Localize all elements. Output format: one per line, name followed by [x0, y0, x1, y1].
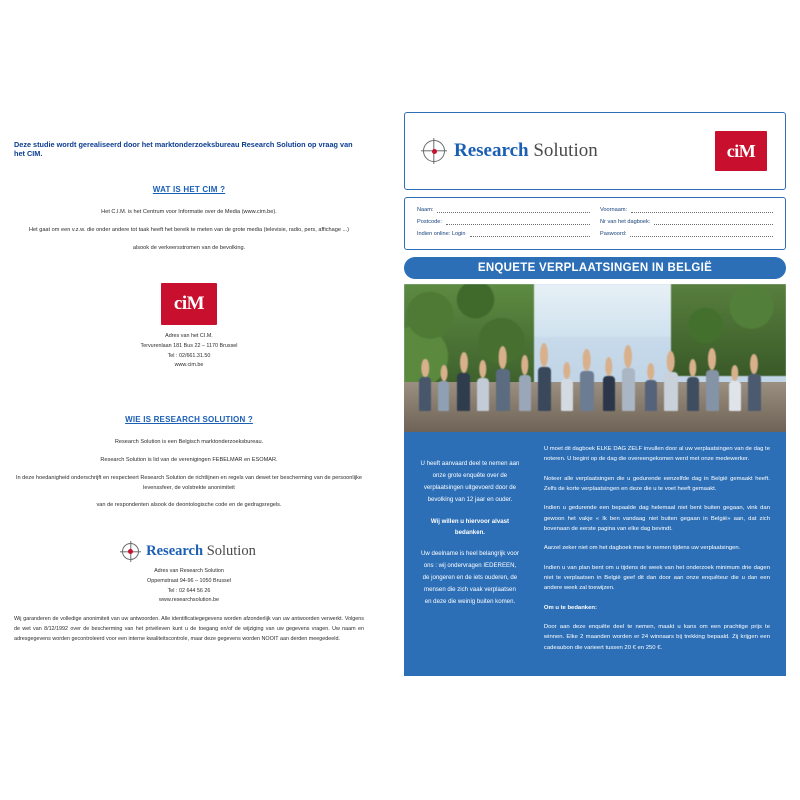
postcode-label: Postcode:	[417, 219, 442, 225]
rs-address-line-2: Oppemstraat 94-96 – 1050 Brussel	[147, 577, 231, 584]
paswoord-label: Paswoord:	[600, 231, 627, 237]
research-solution-logo	[14, 543, 364, 560]
paswoord-field[interactable]	[600, 229, 773, 237]
postcode-input-line[interactable]	[446, 217, 590, 225]
right-col-paragraph-4: Aarzel zeker niet om het dagboek mee te nemen tijdens uw verplaatsingen.	[543, 545, 741, 552]
field-row-3	[417, 229, 773, 237]
rs-address-line-3: Tel : 02 644 56 26	[167, 587, 211, 594]
rs-paragraph-3: In deze hoedanigheid onderschrijft en respecteert Research Solution de richtlijnen en regels van dewet ter bescherming van de persoonlijke levenssfeer, de volstrekte anonimiteit	[15, 474, 363, 491]
left-column	[14, 140, 364, 606]
field-row-2	[417, 217, 773, 225]
rs-paragraph-1: Research Solution is een Belgisch marktonderzoeksbureau.	[114, 439, 264, 446]
target-icon	[423, 140, 445, 162]
rs-word-bold: Research	[146, 543, 204, 560]
naam-input-line[interactable]	[437, 205, 590, 213]
paswoord-input-line[interactable]	[630, 229, 773, 237]
login-field[interactable]	[417, 229, 590, 237]
target-icon	[122, 543, 139, 560]
section-title-who-is-research-solution: WIE IS RESEARCH SOLUTION ?	[125, 415, 253, 425]
naam-field[interactable]	[417, 205, 590, 213]
dagboek-nummer-input-line[interactable]	[654, 217, 773, 225]
login-input-line[interactable]	[470, 229, 590, 237]
section-title-what-is-cim: WAT IS HET CIM ?	[152, 184, 226, 194]
rs-address	[14, 567, 364, 606]
voornaam-label: Voornaam:	[600, 207, 628, 213]
rs-paragraph-2: Research Solution is lid van de verenigingen FEBELMAR en ESOMAR.	[100, 456, 278, 463]
cim-address-line-3: Tel : 02/661.31.50	[167, 352, 211, 359]
brochure-header	[404, 112, 786, 190]
right-col-paragraph-2: Noteer alle verplaatsingen die u gedurende eenzelfde dag in België gemaakt heeft. Zelfs de korte verplaatsingen en deze die u te voet heeft gemaakt.	[543, 475, 770, 492]
cim-paragraph-3: alsook de verkeersstromen van de bevolking.	[132, 244, 246, 251]
brochure-left-column	[404, 432, 534, 676]
left-col-paragraph-2: Uw deelname is heel belangrijk voor ons : wij ondervragen IEDEREEN, de jongeren en de iets ouderen, de mensen die zich vaak verplaatsen en deze die weinig buiten komen.	[420, 550, 519, 605]
brochure-research-solution-logo	[423, 140, 598, 162]
research-solution-wordmark	[146, 543, 256, 560]
right-col-paragraph-1: U moet dit dagboek ELKE DAG ZELF invullen door al uw verplaatsingen van de dag te noteren. U begint op de dag die overeengekomen werd met onze medewerker.	[543, 446, 770, 463]
brochure-rs-wordmark	[454, 140, 598, 162]
dagboek-nummer-field[interactable]	[600, 217, 773, 225]
headline-text: Deze studie wordt gerealiseerd door het marktonderzoeksbureau Research Solution op vraag van het CIM.	[14, 140, 353, 159]
login-label: Indien online: Login	[417, 231, 466, 237]
left-col-thanks: Wij willen u hiervoor alvast bedanken.	[430, 517, 510, 537]
right-col-paragraph-3: Indien u gedurende een bepaalde dag helemaal niet bent buiten gegaan, vink dan gewoon het vakje « Ik ben vandaag niet buiten gegaan in België» aan, dat zich bovenaan de eerste pagina van elke dag bevindt.	[543, 505, 770, 532]
brochure-rs-word-bold: Research	[454, 140, 529, 161]
brochure-cim-logo-text: ciM	[726, 140, 756, 161]
cim-logo	[161, 283, 217, 325]
brochure	[404, 112, 786, 676]
photo-crowd	[404, 325, 786, 411]
respondent-fields	[404, 197, 786, 250]
rs-word-light: Solution	[206, 543, 256, 560]
left-col-paragraph-1: U heeft aanvaard deel te nemen aan onze grote enquête over de verplaatsingen uitgevoerd door de bevolking van 12 jaar en ouder.	[420, 460, 520, 503]
rs-paragraph-4: van de respondenten alsook de deontologische code en de gedragsregels.	[96, 502, 282, 509]
cim-address-line-2: Tervurenlaan 181 Bus 22 – 1170 Brussel	[140, 343, 238, 350]
cim-logo-text: ciM	[173, 293, 205, 315]
right-col-paragraph-6: Door aan deze enquête deel te nemen, maakt u kans om een prachtige prijs te winnen. Elke 2 maanden worden er 24 winnaars bij trekking bepaald. Zij krijgen een cadeaubon die varieert tussen 20 € en 250 €.	[543, 623, 770, 651]
brochure-right-column	[534, 432, 786, 676]
dagboek-nummer-label: Nr van het dagboek:	[600, 219, 651, 225]
cim-address-line-1: Adres van het CI.M.	[165, 333, 213, 340]
crowd-photo	[404, 284, 786, 432]
brochure-body	[404, 432, 786, 676]
rs-address-line-1: Adres van Research Solution	[154, 568, 224, 575]
voornaam-input-line[interactable]	[631, 205, 773, 213]
privacy-footnote: Wij garanderen de volledige anonimiteit van uw antwoorden. Alle identificatiegegevens worden afzonderlijk van uw antwoorden verwerkt. Volgens de wet van 8/12/1992 over de bescherming van het privéleven kunt u de toegang en/of de wijziging van uw gegevens vragen. Uw naam en adresgegevens worden gecontroleerd voor een interne kwaliteitscontrole, maar deze gegevens worden NOOIT aan derden meegedeeld.	[14, 616, 364, 642]
brochure-cim-logo	[715, 131, 767, 171]
naam-label: Naam:	[417, 207, 434, 213]
brochure-rs-word-light: Solution	[533, 140, 598, 161]
field-row-1	[417, 205, 773, 213]
postcode-field[interactable]	[417, 217, 590, 225]
cim-paragraph-2: Het gaat om een v.z.w. die onder andere tot taak heeft het bereik te meten van de grote media (televisie, radio, pers, affichage ...)	[28, 226, 350, 233]
brochure-title-banner: ENQUETE VERPLAATSINGEN IN BELGIË	[404, 257, 786, 279]
cim-address-line-4: www.cim.be	[174, 362, 204, 369]
right-col-reward-heading: Om u te bedanken:	[543, 604, 597, 611]
cim-paragraph-1: Het C.I.M. is het Centrum voor Informatie over de Media (www.cim.be).	[101, 208, 277, 215]
voornaam-field[interactable]	[600, 205, 773, 213]
rs-address-line-4: www.researchsolution.be	[159, 597, 219, 604]
right-col-paragraph-5: Indien u van plan bent om u tijdens de week van het onderzoek minimum drie dagen niet te verplaatsen in België geef dit dan door aan onze enquêteur die u dan een andere week zal toewijzen.	[543, 564, 770, 592]
cim-address	[14, 332, 364, 371]
